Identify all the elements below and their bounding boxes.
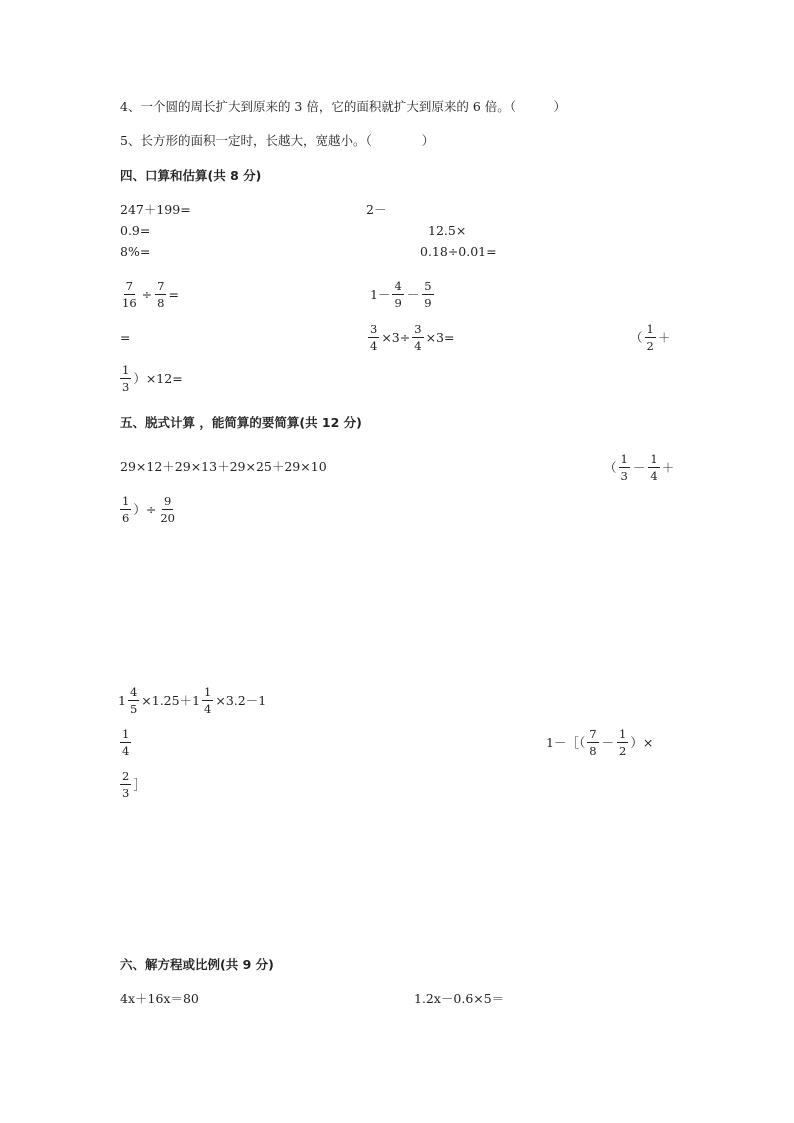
fraction: $\frac{3}{4}$ xyxy=(370,322,378,353)
fraction: $\frac{4}{5}$ xyxy=(129,685,138,716)
fraction: $\frac{9}{20}$ xyxy=(160,494,175,525)
calc-item-1: 29×12＋29×13＋29×25＋29×10 xyxy=(120,459,327,474)
fraction: $\frac{1}{2}$ xyxy=(619,727,627,758)
calc-item-4: 1 $\frac{4}{5}$ ×1.25＋1 $\frac{1}{4}$ ×3.2－1 xyxy=(118,685,267,716)
oral-item-4: 12.5× xyxy=(428,223,467,238)
fraction: $\frac{1}{4}$ xyxy=(204,685,212,716)
oral-item-12: $\frac{1}{3}$ ）×12= xyxy=(122,363,183,394)
fraction: $\frac{1}{4}$ xyxy=(650,452,658,483)
equation-2: 1.2x－0.6×5＝ xyxy=(414,991,505,1006)
oral-item-2: 2－ xyxy=(366,202,387,217)
fraction: $\frac{1}{4}$ xyxy=(122,727,130,758)
section-4-title: 四、口算和估算(共 8 分) xyxy=(120,168,262,183)
calc-item-2: （ $\frac{1}{3}$ － $\frac{1}{4}$ ＋ xyxy=(604,452,675,483)
fraction: $\frac{5}{9}$ xyxy=(424,279,432,310)
oral-item-8: 1－ $\frac{4}{9}$ － $\frac{5}{9}$ xyxy=(370,279,432,310)
fraction: $\frac{2}{3}$ xyxy=(122,769,130,800)
fraction: $\frac{1}{2}$ xyxy=(646,322,654,353)
fraction: $\frac{3}{4}$ xyxy=(414,322,422,353)
judge-question-4: 4、一个圆的周长扩大到原来的 3 倍，它的面积就扩大到原来的 6 倍。（ ） xyxy=(120,99,567,114)
fraction: $\frac{1}{3}$ xyxy=(122,363,130,394)
oral-item-6: 0.18÷0.01= xyxy=(420,244,497,259)
section-6-title: 六、解方程或比例(共 9 分) xyxy=(120,957,274,972)
calc-item-7: $\frac{2}{3}$ ］ xyxy=(122,769,146,800)
fraction: $\frac{4}{9}$ xyxy=(394,279,402,310)
oral-item-3: 0.9= xyxy=(120,223,151,238)
fraction: $\frac{1}{3}$ xyxy=(620,452,628,483)
equation-1: 4x＋16x＝80 xyxy=(120,991,199,1006)
fraction: $\frac{7}{8}$ xyxy=(157,279,165,310)
fraction: $\frac{1}{6}$ xyxy=(122,494,130,525)
oral-item-5: 8%= xyxy=(120,244,151,259)
calc-item-6: 1－［（ $\frac{7}{8}$ － $\frac{1}{2}$ ）× xyxy=(546,727,654,758)
oral-item-9: = xyxy=(120,330,131,345)
calc-item-5 xyxy=(118,727,133,758)
oral-item-11: （ $\frac{1}{2}$ ＋ xyxy=(630,322,671,353)
fraction: $\frac{7}{16}$ xyxy=(122,279,137,310)
fraction: $\frac{7}{8}$ xyxy=(589,727,597,758)
calc-item-3: $\frac{1}{6}$ ）÷ $\frac{9}{20}$ xyxy=(122,494,175,525)
oral-item-10: $\frac{3}{4}$ ×3÷ $\frac{3}{4}$ ×3= xyxy=(370,322,455,353)
oral-item-7: $\frac{7}{16}$ ÷ $\frac{7}{8}$ = xyxy=(122,279,179,310)
judge-question-5: 5、长方形的面积一定时，长越大，宽越小。（ ） xyxy=(120,133,435,148)
section-5-title: 五、脱式计算 ，能简算的要简算(共 12 分) xyxy=(120,415,362,430)
oral-item-1: 247＋199= xyxy=(120,202,191,217)
